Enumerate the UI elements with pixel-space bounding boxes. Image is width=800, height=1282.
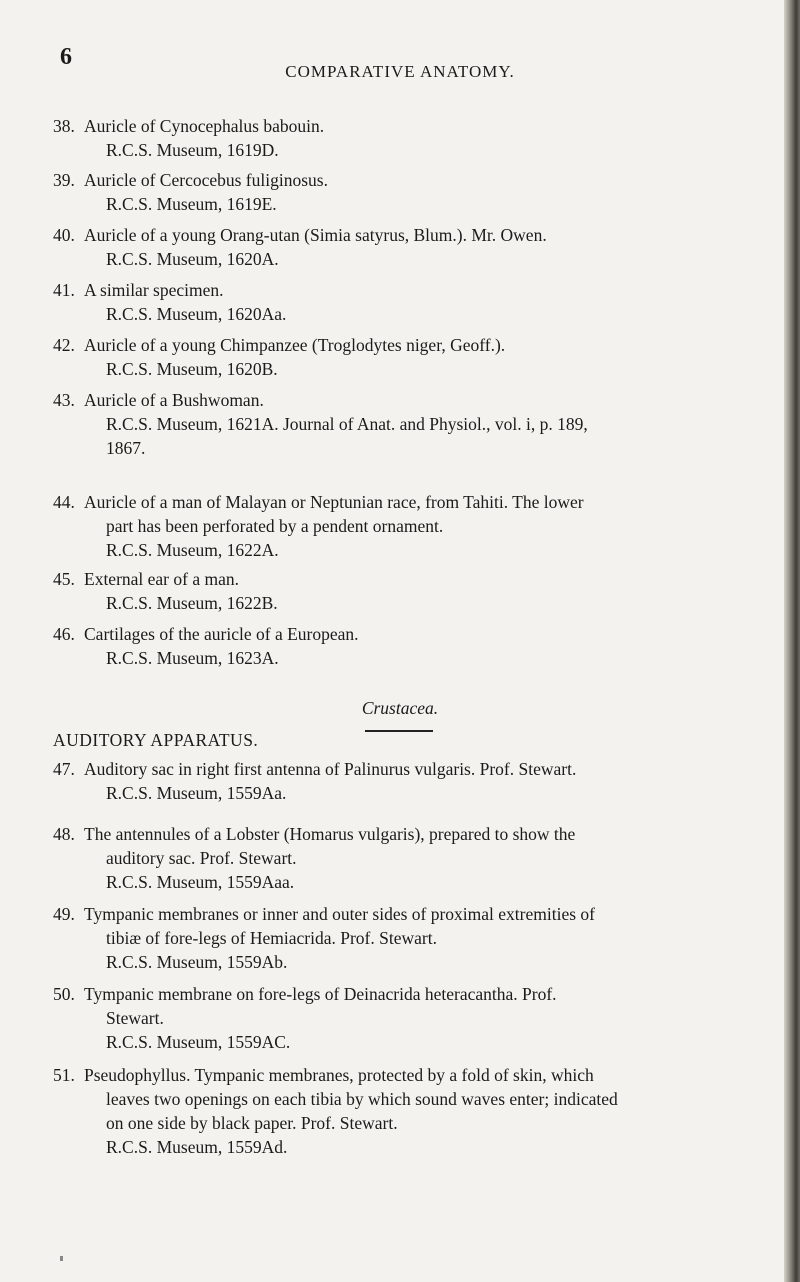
entry-49 <box>53 902 764 974</box>
entry-title: Auricle of Cynocephalus babouin. <box>84 116 325 136</box>
entry-number: 51. <box>53 1065 75 1085</box>
entry-line: Stewart. <box>106 1008 164 1028</box>
entry-number: 39. <box>53 170 75 190</box>
entry-46 <box>53 622 764 670</box>
entry-line: part has been perforated by a pendent ornament. <box>106 516 444 536</box>
entry-title: External ear of a man. <box>84 569 239 589</box>
entry-number: 47. <box>53 759 75 779</box>
entry-47 <box>53 757 764 805</box>
entry-title: Auditory sac in right first antenna of Palinurus vulgaris. Prof. Stewart. <box>84 759 577 779</box>
entry-line: R.C.S. Museum, 1559AC. <box>106 1032 291 1052</box>
entry-number: 46. <box>53 624 75 644</box>
entry-number: 38. <box>53 116 75 136</box>
entry-number: 45. <box>53 569 75 589</box>
book-edge <box>784 0 800 1282</box>
entry-title: Pseudophyllus. Tympanic membranes, protected by a fold of skin, which <box>84 1065 594 1085</box>
entry-title: Auricle of Cercocebus fuliginosus. <box>84 170 328 190</box>
entry-line: on one side by black paper. Prof. Stewart. <box>106 1113 398 1133</box>
section-rule <box>365 730 433 732</box>
entry-number: 49. <box>53 904 75 924</box>
entry-line: R.C.S. Museum, 1620Aa. <box>106 304 287 324</box>
entry-51 <box>53 1063 764 1159</box>
running-head: COMPARATIVE ANATOMY. <box>285 62 515 81</box>
entry-line: R.C.S. Museum, 1559Aaa. <box>106 872 295 892</box>
entry-title: Auricle of a man of Malayan or Neptunian race, from Tahiti. The lower <box>84 492 584 512</box>
entry-44 <box>53 490 764 562</box>
entry-40 <box>53 223 764 271</box>
entry-number: 41. <box>53 280 75 300</box>
section-title: Crustacea. <box>361 698 439 718</box>
ink-smudge <box>60 1256 63 1261</box>
entry-45 <box>53 567 764 615</box>
entry-number: 48. <box>53 824 75 844</box>
entry-line: auditory sac. Prof. Stewart. <box>106 848 297 868</box>
entry-38 <box>53 114 764 162</box>
entry-48 <box>53 822 764 894</box>
entry-line: R.C.S. Museum, 1622B. <box>106 593 278 613</box>
entry-line: R.C.S. Museum, 1623A. <box>106 648 279 668</box>
entry-number: 43. <box>53 390 75 410</box>
entry-title: Tympanic membranes or inner and outer sides of proximal extremities of <box>84 904 595 924</box>
entry-42 <box>53 333 764 381</box>
entry-line: tibiæ of fore-legs of Hemiacrida. Prof. Stewart. <box>106 928 437 948</box>
section-heading: AUDITORY APPARATUS. <box>53 730 259 750</box>
entry-43 <box>53 388 764 460</box>
page-number: 6 <box>60 44 72 70</box>
entry-number: 50. <box>53 984 75 1004</box>
entry-title: A similar specimen. <box>84 280 224 300</box>
entry-line: leaves two openings on each tibia by which sound waves enter; indicated <box>106 1089 618 1109</box>
entry-50 <box>53 982 764 1054</box>
entry-line: R.C.S. Museum, 1622A. <box>106 540 279 560</box>
entry-line: R.C.S. Museum, 1559Ab. <box>106 952 288 972</box>
entry-39 <box>53 168 764 216</box>
entry-line: R.C.S. Museum, 1559Aa. <box>106 783 287 803</box>
entry-line: R.C.S. Museum, 1619D. <box>106 140 279 160</box>
entry-line: R.C.S. Museum, 1619E. <box>106 194 277 214</box>
entry-line: R.C.S. Museum, 1620A. <box>106 249 279 269</box>
entry-line: R.C.S. Museum, 1621A. Journal of Anat. and Physiol., vol. i, p. 189, <box>106 414 588 434</box>
entry-number: 42. <box>53 335 75 355</box>
entry-title: Auricle of a Bushwoman. <box>84 390 264 410</box>
entry-number: 40. <box>53 225 75 245</box>
entry-title: Auricle of a young Chimpanzee (Troglodytes niger, Geoff.). <box>84 335 506 355</box>
entry-title: Auricle of a young Orang-utan (Simia satyrus, Blum.). Mr. Owen. <box>84 225 547 245</box>
entry-title: The antennules of a Lobster (Homarus vulgaris), prepared to show the <box>84 824 576 844</box>
entry-number: 44. <box>53 492 75 512</box>
entry-line: R.C.S. Museum, 1620B. <box>106 359 278 379</box>
entry-41 <box>53 278 764 326</box>
entry-line: 1867. <box>106 438 146 458</box>
entry-title: Tympanic membrane on fore-legs of Deinacrida heteracantha. Prof. <box>84 984 557 1004</box>
entry-line: R.C.S. Museum, 1559Ad. <box>106 1137 288 1157</box>
entry-title: Cartilages of the auricle of a European. <box>84 624 359 644</box>
